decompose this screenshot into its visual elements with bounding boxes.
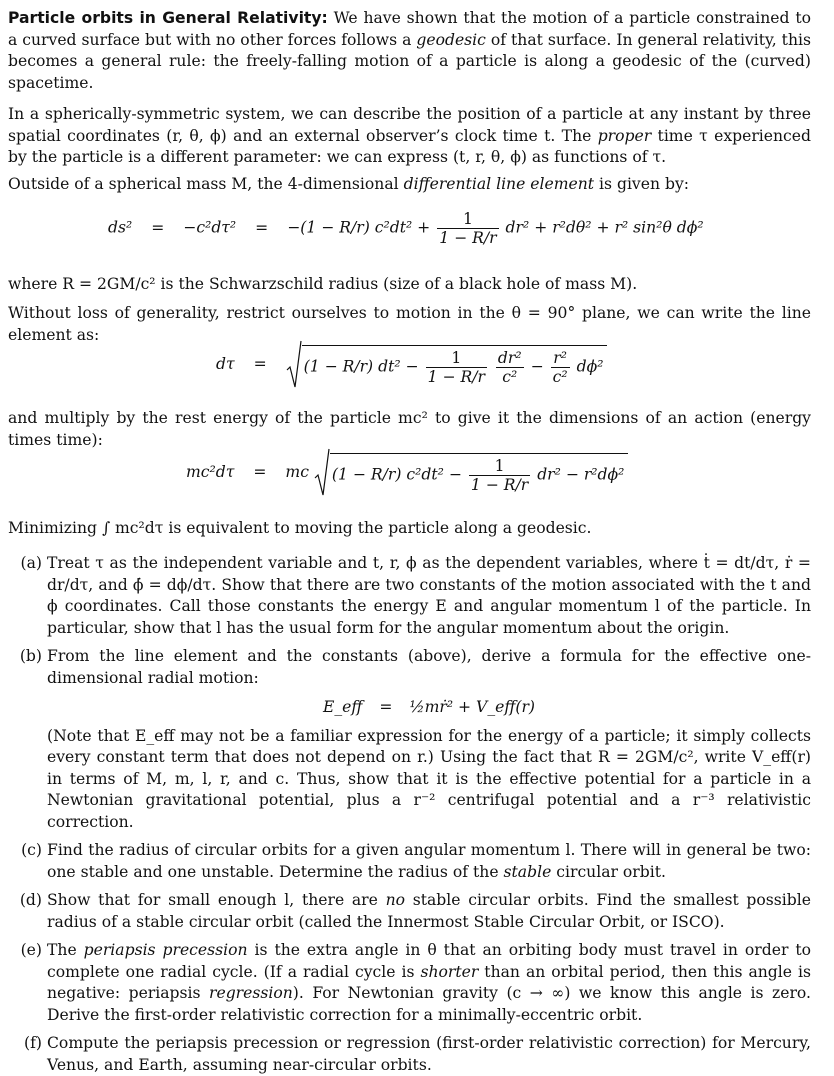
square-root: (1 − R/r) c²dt² − $\frac{1}{1 - R/r}$ dr² − r²dϕ² [314,448,629,498]
intro-paragraph-7: Minimizing ∫ mc²dτ is equivalent to moving the particle along a geodesic. [8,519,592,537]
intro-paragraph-3: Outside of a spherical mass M, the 4-dimensional differential line element is given by: [8,175,690,193]
part-a: (a) Treat τ as the independent variable and t, r, ϕ as the dependent variables, where ṫ = dt/dτ, ṙ = dr/dτ, and ϕ̇ = dϕ/dτ. Show that there are two constants of the motion associated with the t and ϕ coordinates. Call those constants the energy E and angular momentum l of the particle. In particular, show that l has the usual form for the angular momentum about the origin. [20,554,811,637]
radical-sign-icon [314,448,330,498]
part-f: (f) Compute the periapsis precession or regression (first-order relativistic correction) for Mercury, Venus, and Earth, assuming near-circular orbits. [24,1034,811,1074]
equation-effective-energy: E_eff = ½mṙ² + V_eff(r) [322,698,536,716]
part-d: (d) Show that for small enough l, there are no stable circular orbits. Find the smallest possible radius of a stable circular orbit (called the Innermost Stable Circular Orbit, or ISCO). [19,891,811,931]
equation-line-element: ds² = −c²dτ² = −(1 − R/r) c²dt² + $\frac{1}{1 - R/r}$ dr² + r²dθ² + r² sin²θ dϕ² [108,210,704,247]
intro-paragraph-2: In a spherically-symmetric system, we can describe the position of a particle at any instant by three spatial coordinates (r, θ, ϕ) and an external observer’s clock time t. The proper time τ experienced by the particle is a different parameter: we can express (t, r, θ, ϕ) as functions of τ. [8,105,811,166]
part-e: (e) The periapsis precession is the extra angle in θ that an orbiting body must travel in order to complete one radial cycle. (If a radial cycle is shorter than an orbital period, then this angle is negative: periapsis regression). For Newtonian gravity (c → ∞) we know this angle is zero. Derive the first-order relativistic correction for a minimally-eccentric orbit. [20,941,812,1024]
equation-action: mc²dτ = mc (1 − R/r) c²dt² − $\frac{1}{1 - R/r}$ dr² − r²dϕ² [186,448,628,498]
problem-title: Particle orbits in General Relativity: [8,9,328,27]
part-c: (c) Find the radius of circular orbits for a given angular momentum l. There will in general be two: one stable and one unstable. Determine the radius of the stable circular orbit. [21,841,811,881]
parts-list [10,553,811,1076]
radical-sign-icon [286,340,302,390]
intro-paragraph-6: and multiply by the rest energy of the particle mc² to give it the dimensions of an action (energy times time): [8,409,811,449]
part-b: (b) From the line element and the constants (above), derive a formula for the effective one-dimensional radial motion: E_eff = ½mṙ² + V_eff(r) (Note that E_eff may not be a familiar expression for the energy of a particle; it simply collects every constant term that does not depend on r.) Using the fact that R = 2GM/c², write V_eff(r) in terms of M, m, l, r, and c. Thus, show that it is the effective potential for a particle in a Newtonian gravitational potential, plus a r⁻² centrifugal potential and a r⁻³ relativistic correction. [19,647,811,831]
square-root: (1 − R/r) dt² − $\frac{1}{1 - R/r}$ $\frac{\text{dr²}}{\text{c²}}$ − $\frac{\text{r²}}{\text{c²}}$ dϕ² [286,340,608,390]
intro-paragraph-1: Particle orbits in General Relativity: We have shown that the motion of a particle constrained to a curved surface but with no other forces follows a geodesic of that surface. In general relativity, this becomes a general rule: the freely-falling motion of a particle is along a geodesic of the (curved) spacetime. [8,9,811,92]
fraction: $\frac{1}{1 - R/r}$ [439,210,497,247]
equation-proper-time: dτ = (1 − R/r) dt² − $\frac{1}{1 - R/r}$ $\frac{\text{dr²}}{\text{c²}}$ − $\frac{\text{r²}}{\text{c²}}$ dϕ² [216,340,607,390]
intro-paragraph-4: where R = 2GM/c² is the Schwarzschild radius (size of a black hole of mass M). [8,275,638,293]
intro-paragraph-5: Without loss of generality, restrict ourselves to motion in the θ = 90° plane, we can write the line element as: [8,304,811,344]
